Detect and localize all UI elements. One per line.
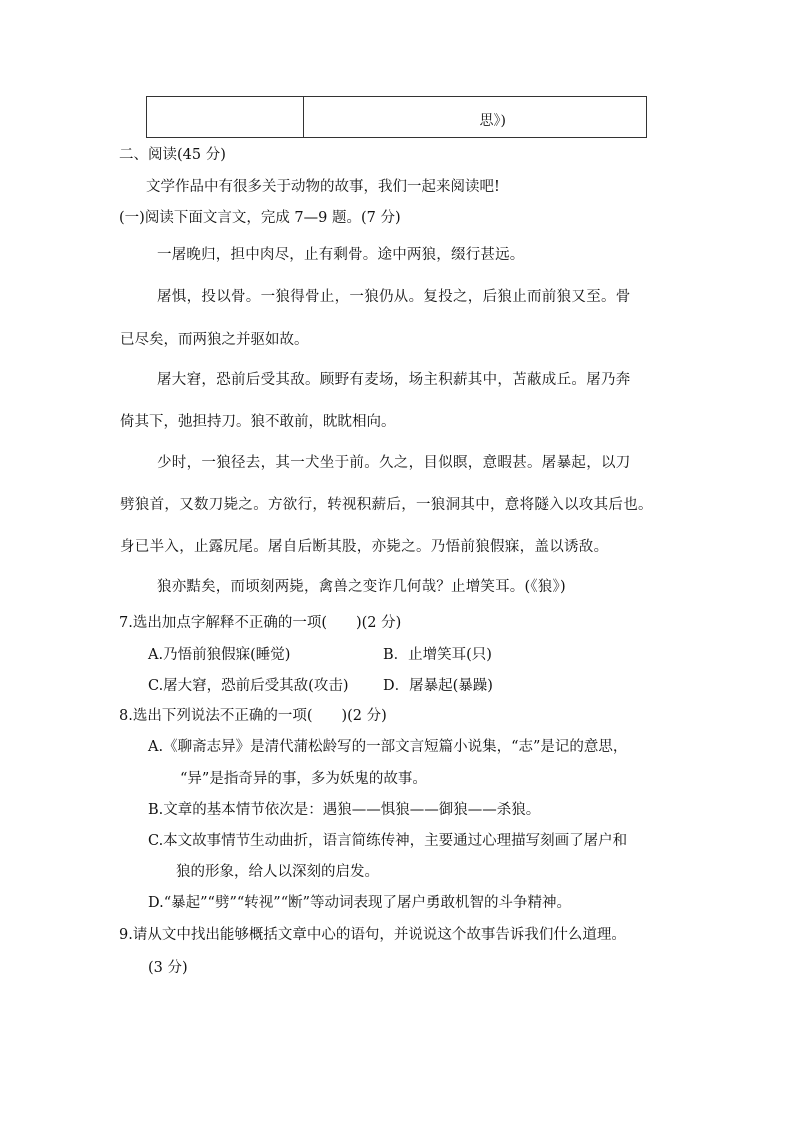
question-7-option-b: B．止增笑耳(只): [383, 647, 492, 663]
table-cell-right: 思》): [304, 97, 647, 138]
question-8-stem: 8.选出下列说法不正确的一项( )(2 分): [119, 708, 387, 724]
passage-paragraph-4-line-1: 少时，一狼径去，其一犬坐于前。久之，目似瞑，意暇甚。屠暴起，以刀: [157, 455, 631, 471]
passage-paragraph-1: 一屠晚归，担中肉尽，止有剩骨。途中两狼，缀行甚远。: [157, 247, 525, 263]
question-8-option-d: D.“暴起”“劈”“转视”“断”等动词表现了屠户勇敢机智的斗争精神。: [148, 895, 572, 911]
section-heading: 二、阅读(45 分): [119, 147, 226, 163]
question-9-stem-line-2: (3 分): [148, 960, 188, 976]
question-9-stem-line-1: 9.请从文中找出能够概括文章中心的语句，并说说这个故事告诉我们什么道理。: [119, 927, 626, 943]
passage-paragraph-3-line-2: 倚其下，弛担持刀。狼不敢前，眈眈相向。: [120, 414, 396, 430]
passage-paragraph-4-line-2: 劈狼首，又数刀毙之。方欲行，转视积薪后，一狼洞其中，意将隧入以攻其后也。: [120, 497, 653, 513]
question-8-option-a-line-2: “异”是指奇异的事，多为妖鬼的故事。: [180, 771, 427, 787]
section-intro: 文学作品中有很多关于动物的故事，我们一起来阅读吧!: [146, 179, 500, 195]
question-7-stem: 7.选出加点字解释不正确的一项( )(2 分): [119, 615, 402, 631]
question-7-option-c: C.屠大窘，恐前后受其敌(攻击): [148, 678, 349, 694]
passage-paragraph-2-line-2: 已尽矣，而两狼之并驱如故。: [120, 332, 309, 348]
question-8-option-c-line-2: 狼的形象，给人以深刻的启发。: [176, 864, 379, 880]
question-8-option-c-line-1: C.本文故事情节生动曲折，语言简练传神，主要通过心理描写刻画了屠户和: [148, 833, 628, 849]
question-8-option-b: B.文章的基本情节依次是：遇狼——惧狼——御狼——杀狼。: [148, 802, 541, 818]
carryover-table: [146, 96, 647, 138]
passage-instruction: (一)阅读下面文言文，完成 7—9 题。(7 分): [119, 210, 401, 226]
question-7-option-d: D．屠暴起(暴躁): [383, 678, 493, 694]
table-row: [147, 97, 647, 138]
passage-paragraph-2-line-1: 屠惧，投以骨。一狼得骨止，一狼仍从。复投之，后狼止而前狼又至。骨: [157, 289, 631, 305]
passage-paragraph-5: 狼亦黠矣，而顷刻两毙，禽兽之变诈几何哉？止增笑耳。(《狼》): [157, 579, 566, 595]
question-8-option-a-line-1: A.《聊斋志异》是清代蒲松龄写的一部文言短篇小说集，“志”是记的意思，: [148, 739, 628, 755]
passage-paragraph-4-line-3: 身已半入，止露尻尾。屠自后断其股，亦毙之。乃悟前狼假寐，盖以诱敌。: [120, 539, 609, 555]
passage-paragraph-3-line-1: 屠大窘，恐前后受其敌。顾野有麦场，场主积薪其中，苫蔽成丘。屠乃奔: [157, 372, 631, 388]
question-7-option-a: A.乃悟前狼假寐(睡觉): [148, 647, 291, 663]
table-cell-left: [147, 97, 304, 138]
